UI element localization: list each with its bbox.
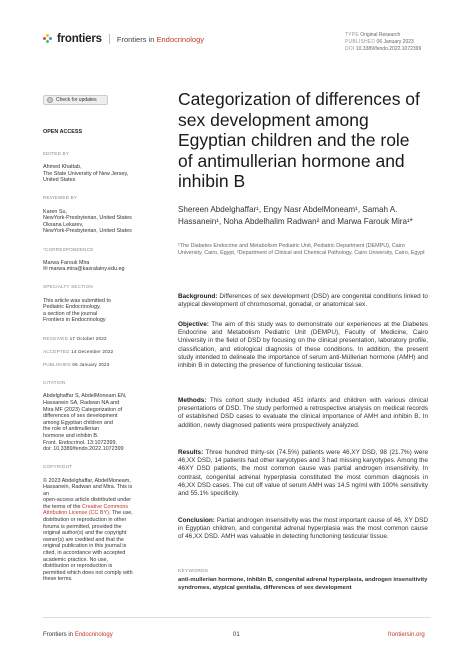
copyright: © 2023 Abdelghaffar, AbdelMoneam, Hassanein, Radwan and Mira. This is an open-access article distributed under the terms of the Creative Commons Attribution License (CC BY). The use, distribution or reproduction in other forums is permitted, provided the original author(s) and the copyright owner(s) are credited and that the original publication in this journal is cited, in accordance with accepted academic practice. No use, distribution or reproduction is permitted which does not comply with these terms.: [43, 477, 133, 583]
journal-name[interactable]: Frontiers in Endocrinology: [116, 34, 204, 44]
page-number: 01: [233, 632, 240, 638]
sidebar-info: OPEN ACCESS EDITED BY Ahmed Khattab, The State University of New Jersey, United States REVIEWED BY Karen Su, NewYork-Presbyterian, United States Oksana Lekarev, NewYork-Presbyterian, United States *CORRESPONDENCE Marwa Farouk Mira ✉ marwa.mira@kasralainy.edu.eg SPECIALTY SECTION This article was submitted to Pediatric Endocrinology, a section of the journal Frontiers in Endocrinology RECEIVED 17 October 2022 ACCEPTED 14 December 2022 PUBLISHED 06 January 2023 CITATION Abdelghaffar S, AbdelMoneam EN, Hassanein SA, Radwan NA and Mira MF (2023) Categorization of differences of sex development among Egyptian children and the role of antimullerian hormone and inhibin B. Front. Endocrinol. 13:1072399. doi: 10.3389/fendo.2022.1072399 COPYRIGHT © 2023 Abdelghaffar, AbdelMoneam, Hassanein, Radwan and Mira. This is an open-access article distributed under the terms of the Creative Commons Attribution License (CC BY). The use, distribution or reproduction in other forums is permitted, provided the original author(s) and the copyright owner(s) are credited and that the original publication in this journal is cited, in accordance with accepted academic practice. No use, distribution or reproduction is permitted which does not comply with these terms.: [43, 128, 133, 583]
author-list[interactable]: Shereen Abdelghaffar¹, Engy Nasr AbdelMoneam¹, Samah A. Hassanein¹, Noha Abdelhalim Radwan² and Marwa Farouk Mira¹*: [178, 205, 413, 226]
footer-site-link[interactable]: frontiersin.org: [388, 632, 425, 638]
affiliations: ¹The Diabetes Endocrine and Metabolism Pediatric Unit, Pediatric Department (DEMPU), Cairo University, Cairo, Egypt, ²Department of Clinical and Chemical Pathology, Cairo University, Cairo, Egypt: [178, 243, 425, 256]
open-access-label: OPEN ACCESS: [43, 128, 83, 135]
keywords-heading: KEYWORDS: [178, 569, 209, 574]
abstract-results: Results: Three hundred thirty-six (74.5%) patients were 46,XY DSD, 98 (21.7%) were 46,XX DSD, 14 patients had other karyotypes and 3 had missing karyotypes. Among the 46XY DSD patients, the most common cause was partial androgen insensitivity. In contrast, congenital adrenal hyperplasia constituted the most common diagnosis in 46,XX DSD cases. The cut off value of serum AMH was 14.5 ng/ml with 100% sensitivity and 55.1% specificity.: [178, 449, 428, 498]
abstract-objective: Objective: The aim of this study was to demonstrate our experiences at the Diabetes Endocrine and Metabolism Pediatric Unit (DEMPU), Faculty of Medicine, Cairo University in the field of DSD by focusing on the clinical presentation, laboratory profile, classification, and etiological diagnosis of these conditions. In addition, the present study intended to delineate the importance of serum anti-Müllerian hormone (AMH) and inhibin B in detecting the presence of functioning testicular tissue.: [178, 321, 428, 370]
journal-header: [43, 33, 204, 45]
article-title: Categorization of differences of sex development among Egyptian children and the role of antimullerian hormone and inhibin B: [178, 89, 420, 191]
citation: Abdelghaffar S, AbdelMoneam EN, Hassanein SA, Radwan NA and Mira MF (2023) Categorization of differences of sex development among Egyptian children and the role of antimullerian hormone and inhibin B. Front. Endocrinol. 13:1072399. doi: 10.3389/fendo.2022.1072399: [43, 393, 127, 453]
frontiers-logo-icon: [43, 34, 53, 44]
footer-journal: Frontiers in Endocrinology: [43, 632, 113, 638]
update-icon: [47, 97, 53, 103]
abstract-methods: Methods: This cohort study included 451 infants and children with various clinical presentations of DSD. The study performed a retrospective analysis on medical records of established DSD cases to evaluate the clinical importance of AMH and inhibin B. In addition, newly diagnosed patients were prospectively analyzed.: [178, 397, 428, 429]
divider: [109, 34, 110, 44]
brand-name: frontiers: [57, 33, 102, 45]
specialty-section: This article was submitted to Pediatric Endocrinology, a section of the journal Frontiers in Endocrinology: [43, 297, 112, 324]
reviewers: Karen Su, NewYork-Presbyterian, United States Oksana Lekarev, NewYork-Presbyterian, United States: [43, 208, 132, 235]
abstract-conclusion: Conclusion: Partial androgen insensitivity was the most important cause of 46, XY DSD in Egyptian children, and congenital adrenal hyperplasia was the most common cause of 46,XX DSD. AMH was valuable in detecting functioning testicular tissue.: [178, 517, 428, 541]
footer-divider: [43, 617, 431, 618]
article-meta: TYPE Original Research PUBLISHED 06 January 2023 DOI 10.3389/fendo.2022.1072399: [345, 32, 422, 53]
keywords: anti-mullerian hormone, inhibin B, congenital adrenal hyperplasia, androgen insensitivity syndromes, atypical genitalia, differences of sex development: [178, 577, 428, 591]
editor: Ahmed Khattab, The State University of New Jersey, United States: [43, 163, 129, 184]
check-for-updates-button[interactable]: Check for updates: [43, 95, 108, 105]
license-link[interactable]: Creative Commons Attribution License (CC BY): [43, 503, 129, 517]
abstract-background: Background: Differences of sex development (DSD) are congenital conditions linked to atypical development of chromosomal, gonadal, or anatomical sex.: [178, 293, 428, 309]
correspondence[interactable]: Marwa Farouk Mira ✉ marwa.mira@kasralainy.edu.eg: [43, 259, 125, 273]
doi-link[interactable]: 10.3389/fendo.2022.1072399: [355, 46, 422, 53]
